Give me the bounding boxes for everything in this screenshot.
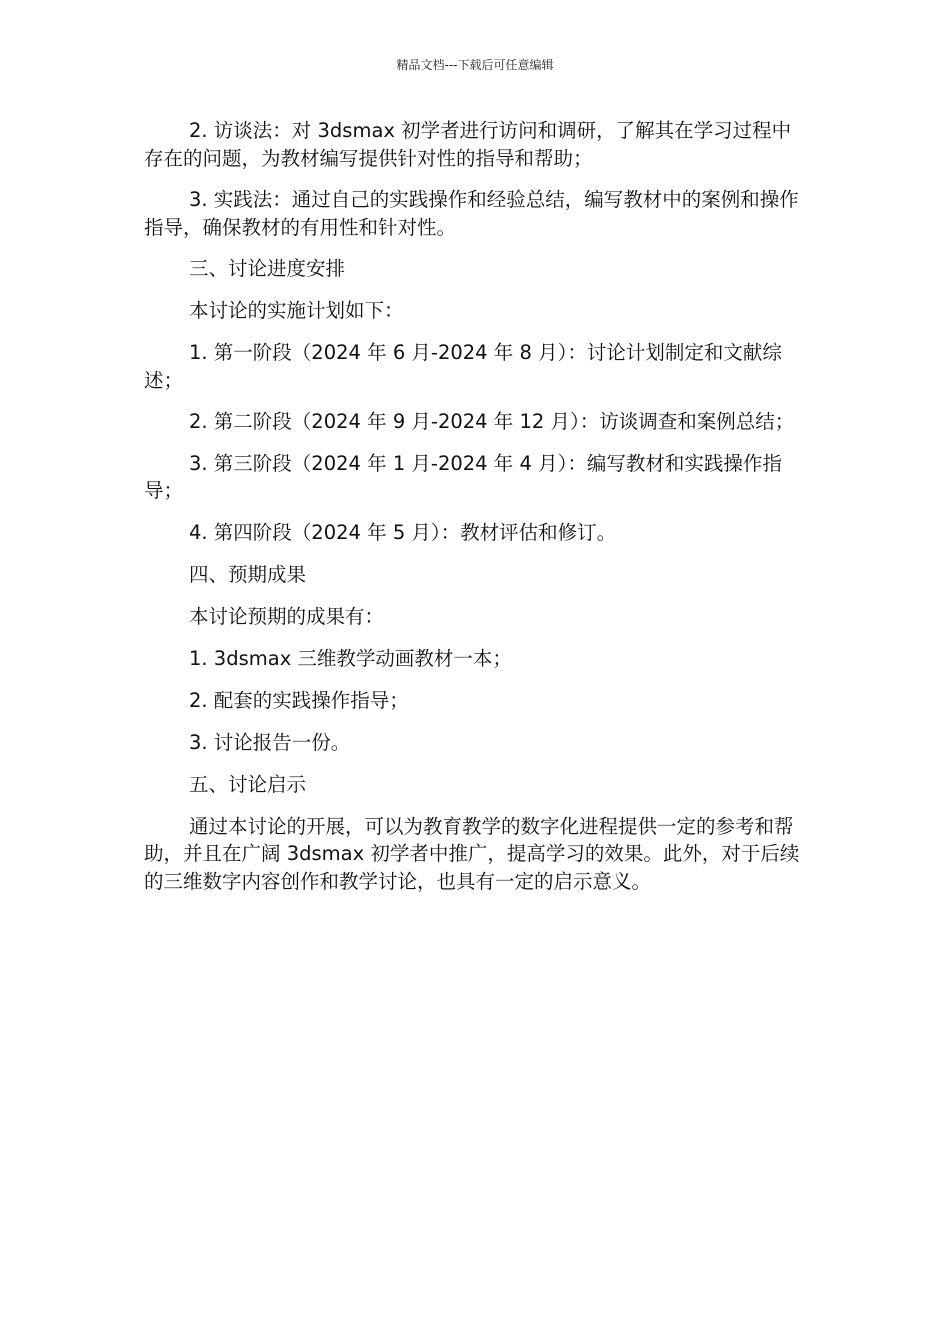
result-item-3: 3. 讨论报告一份。 [189,730,351,754]
results-intro: 本讨论预期的成果有： [189,604,385,628]
implications-paragraph: 通过本讨论的开展，可以为教育教学的数字化进程提供一定的参考和帮助，并且在广阔 3dsmax 初学者中推广，提高学习的效果。此外，对于后续的三维数字内容创作和教学讨论，也具有一定的启示意义。 [144,814,800,893]
result-item-2: 2. 配套的实践操作指导； [189,688,409,712]
page-header: 精品文档---下载后可任意编辑 [396,58,554,72]
schedule-stage-3: 3. 第三阶段（2024 年 1 月-2024 年 4 月）：编写教材和实践操作指导； [144,451,782,502]
method-interview-paragraph: 2. 访谈法：对 3dsmax 初学者进行访问和调研，了解其在学习过程中存在的问题，为教材编写提供针对性的指导和帮助； [144,119,792,170]
section-heading-implications: 五、讨论启示 [189,772,307,796]
section-heading-results: 四、预期成果 [189,562,307,586]
document-body [144,117,806,909]
section-heading-schedule: 三、讨论进度安排 [189,257,346,280]
schedule-intro: 本讨论的实施计划如下： [189,299,404,322]
schedule-stage-2: 2. 第二阶段（2024 年 9 月-2024 年 12 月）：访谈调查和案例总结； [189,410,795,433]
schedule-stage-4: 4. 第四阶段（2024 年 5 月）：教材评估和修订。 [189,520,617,544]
schedule-stage-1: 1. 第一阶段（2024 年 6 月-2024 年 8 月）：讨论计划制定和文献综述； [144,341,782,392]
result-item-1: 1. 3dsmax 三维教学动画教材一本； [189,646,512,670]
method-practice-paragraph: 3. 实践法：通过自己的实践操作和经验总结，编写教材中的案例和操作指导，确保教材的有用性和针对性。 [144,188,799,239]
